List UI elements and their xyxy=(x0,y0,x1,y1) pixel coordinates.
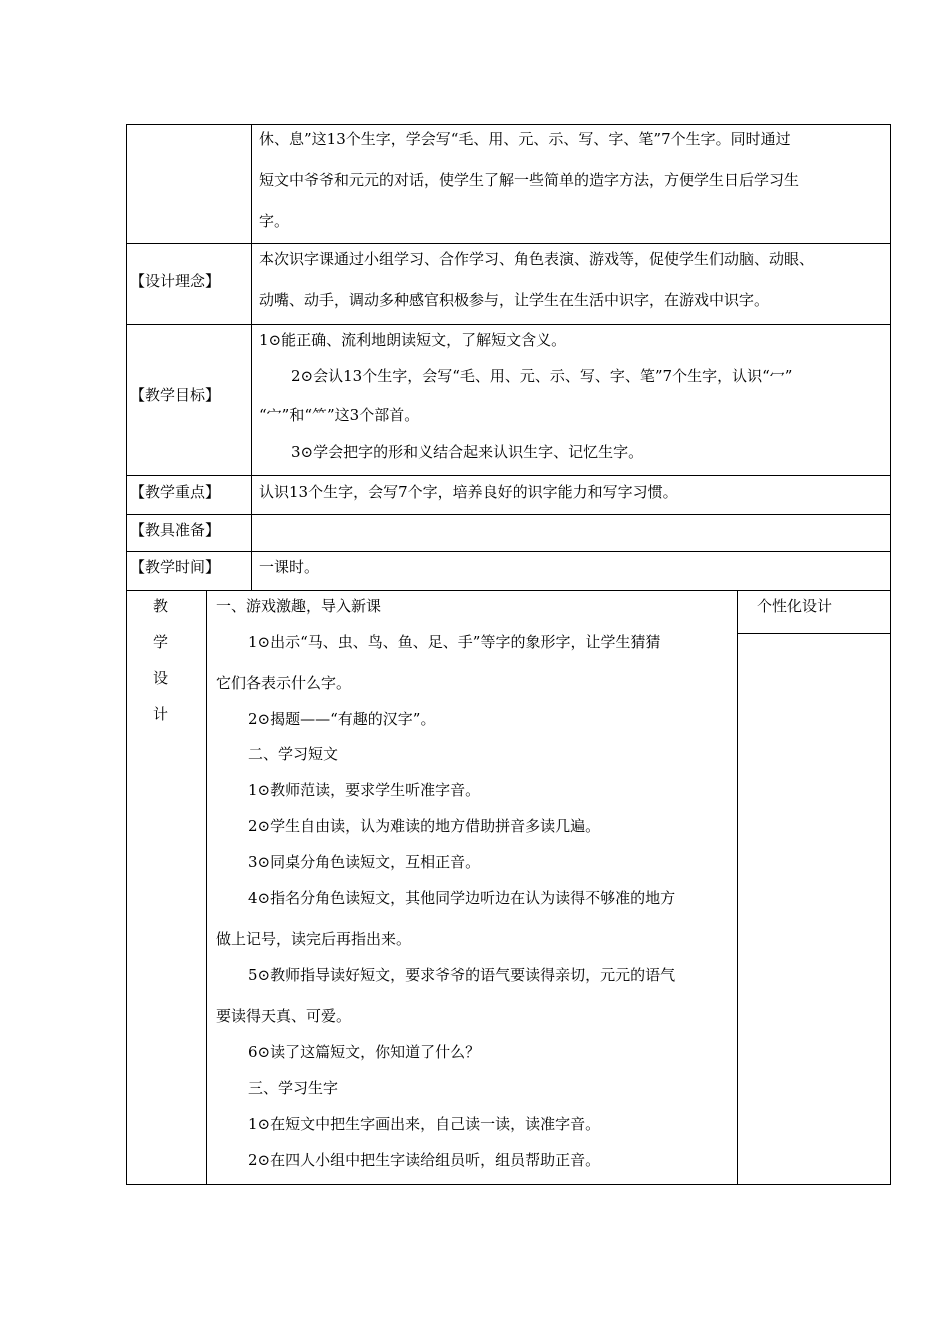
design-concept-line-1: 本次识字课通过小组学习、合作学习、角色表演、游戏等，促使学生们动脑、动眼、 xyxy=(259,250,815,268)
design-line-1: 一、游戏激趣，导入新课 xyxy=(216,597,382,615)
key-point-text: 认识13个生字，会写7个字，培养良好的识字能力和写字习惯。 xyxy=(259,483,678,501)
side-char-3: 设 xyxy=(153,669,169,687)
design-line-9: 4⊙指名分角色读短文，其他同学边听边在认为读得不够准的地方 xyxy=(248,889,676,907)
teaching-goal-line-4: 3⊙学会把字的形和义结合起来认识生字、记忆生字。 xyxy=(291,443,644,461)
teaching-time-label: 【教学时间】 xyxy=(130,558,221,576)
teaching-time-text: 一课时。 xyxy=(259,558,320,576)
design-line-10: 做上记号，读完后再指出来。 xyxy=(216,930,412,948)
side-char-4: 计 xyxy=(153,705,169,723)
row-divider-3 xyxy=(126,475,891,476)
design-line-7: 2⊙学生自由读，认为难读的地方借助拼音多读几遍。 xyxy=(248,817,601,835)
row-divider-2 xyxy=(126,324,891,325)
design-side-divider xyxy=(206,590,207,1185)
design-line-6: 1⊙教师范读，要求学生听准字音。 xyxy=(248,781,481,799)
design-line-8: 3⊙同桌分角色读短文，互相正音。 xyxy=(248,853,481,871)
objective-line-3: 字。 xyxy=(259,212,290,230)
design-line-11: 5⊙教师指导读好短文，要求爷爷的语气要读得亲切，元元的语气 xyxy=(248,966,676,984)
table-border-top xyxy=(126,124,891,125)
table-border-right xyxy=(890,124,891,1185)
design-line-2: 1⊙出示“马、虫、鸟、鱼、足、手”等字的象形字，让学生猜猜 xyxy=(248,633,661,651)
teaching-goal-label: 【教学目标】 xyxy=(130,386,221,404)
personal-column-divider xyxy=(737,590,738,1185)
label-column-divider xyxy=(251,124,252,591)
key-point-label: 【教学重点】 xyxy=(130,483,221,501)
side-char-2: 学 xyxy=(153,633,169,651)
row-divider-6 xyxy=(126,590,891,591)
personalized-design-label: 个性化设计 xyxy=(757,597,833,615)
design-line-3: 它们各表示什么字。 xyxy=(216,674,352,692)
design-line-12: 要读得天真、可爱。 xyxy=(216,1007,352,1025)
row-divider-4 xyxy=(126,514,891,515)
design-line-14: 三、学习生字 xyxy=(248,1079,339,1097)
teaching-goal-line-2: 2⊙会认13个生字，会写“毛、用、元、示、写、字、笔”7个生字，认识“冖” xyxy=(291,367,793,385)
design-line-5: 二、学习短文 xyxy=(248,745,339,763)
design-line-13: 6⊙读了这篇短文，你知道了什么？ xyxy=(248,1043,481,1061)
objective-line-1: 休、息”这13个生字，学会写“毛、用、元、示、写、字、笔”7个生字。同时通过 xyxy=(259,130,791,148)
row-divider-1 xyxy=(126,243,891,244)
design-concept-line-2: 动嘴、动手，调动多种感官积极参与，让学生在生活中识字，在游戏中识字。 xyxy=(259,291,770,309)
teaching-tools-label: 【教具准备】 xyxy=(130,521,221,539)
table-border-bottom xyxy=(126,1184,891,1185)
design-concept-label: 【设计理念】 xyxy=(130,272,221,290)
objective-line-2: 短文中爷爷和元元的对话，使学生了解一些简单的造字方法，方便学生日后学习生 xyxy=(259,171,800,189)
personal-header-divider xyxy=(737,633,891,634)
row-divider-5 xyxy=(126,551,891,552)
teaching-goal-line-1: 1⊙能正确、流利地朗读短文，了解短文含义。 xyxy=(259,331,567,349)
side-char-1: 教 xyxy=(153,597,169,615)
teaching-goal-line-3: “宀”和“⺮”这3个部首。 xyxy=(259,406,420,424)
design-line-4: 2⊙揭题——“有趣的汉字”。 xyxy=(248,710,436,728)
design-line-16: 2⊙在四人小组中把生字读给组员听，组员帮助正音。 xyxy=(248,1151,601,1169)
table-border-left xyxy=(126,124,127,1185)
design-line-15: 1⊙在短文中把生字画出来，自己读一读，读准字音。 xyxy=(248,1115,601,1133)
